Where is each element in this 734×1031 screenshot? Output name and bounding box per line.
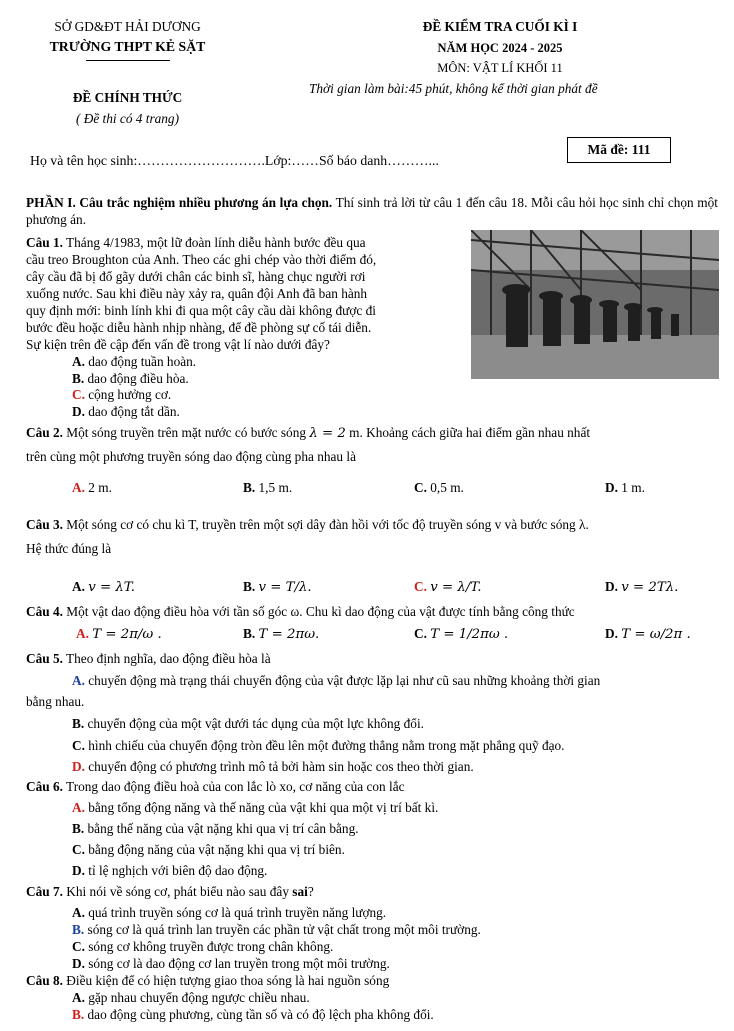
q7-option-d[interactable]: D. sóng cơ là dao động cơ lan truyền trong một môi trường. [72, 956, 390, 971]
q7-label: Câu 7. [26, 884, 63, 899]
q5-option-c[interactable]: C. hình chiếu của chuyển động tròn đều lên một đường thẳng nằm trong mặt phẳng quỹ đạo. [72, 738, 565, 753]
q5-option-a[interactable]: A. chuyển động mà trạng thái chuyển động của vật được lặp lại như cũ sau những khoảng thời gian [72, 673, 601, 688]
q6-option-c[interactable]: C. bằng động năng của vật nặng khi qua vị trí biên. [72, 842, 345, 857]
q3-stem: Câu 3. Một sóng cơ có chu kì T, truyền trên một sợi dây đàn hồi với tốc độ truyền sóng v và bước sóng λ. [26, 517, 589, 532]
header-rule [86, 60, 170, 61]
q2-option-d[interactable]: D. 1 m. [605, 480, 645, 495]
q3-option-a[interactable]: A. v = λT. [72, 579, 135, 595]
time-note: Thời gian làm bài:45 phút, không kể thời gian phát đề [309, 81, 598, 96]
q3-option-c[interactable]: C. v = λ/T. [414, 579, 482, 595]
q7-option-a[interactable]: A. quá trình truyền sóng cơ là quá trình truyền năng lượng. [72, 905, 387, 920]
q3-option-b[interactable]: B. v = T/λ. [243, 579, 312, 595]
q5-stem: Câu 5. Theo định nghĩa, dao động điều hòa là [26, 651, 271, 666]
q4-option-c[interactable]: C. T = 1/2πω . [414, 626, 509, 642]
q6-option-b[interactable]: B. bằng thế năng của vật nặng khi qua vị trí cân bằng. [72, 821, 359, 836]
q1-option-b[interactable]: B. dao động điều hòa. [72, 371, 189, 386]
q8-label: Câu 8. [26, 973, 63, 988]
q2-formula: λ = 2 [309, 426, 346, 441]
q2-option-a[interactable]: A. 2 m. [72, 480, 112, 495]
q6-label: Câu 6. [26, 779, 63, 794]
part1-title: PHẦN I. Câu trắc nghiệm nhiều phương án lựa chọn. [26, 195, 333, 210]
q5-option-a-cont: bằng nhau. [26, 694, 85, 709]
q1-line-4: xuống nước. Sau khi điều này xảy ra, quân đội Anh đã ban hành [26, 286, 368, 301]
q8-option-a[interactable]: A. gặp nhau chuyển động ngược chiều nhau. [72, 990, 310, 1005]
q2-stem-2: trên cùng một phương truyền sóng dao động cùng pha nhau là [26, 449, 356, 464]
q4-option-b[interactable]: B. T = 2πω. [243, 626, 320, 642]
q4-option-a[interactable]: A. T = 2π/ω . [76, 626, 162, 642]
q7-stem: Câu 7. Khi nói về sóng cơ, phát biểu nào sau đây sai? [26, 884, 314, 899]
q5-option-d[interactable]: D. chuyển động có phương trình mô tả bởi hàm sin hoặc cos theo thời gian. [72, 759, 474, 774]
student-info-line: Họ và tên học sinh:……………………….Lớp:……Số báo danh………... [30, 153, 439, 168]
q1-option-d[interactable]: D. dao động tắt dần. [72, 404, 180, 419]
official-label: ĐỀ CHÍNH THỨC [72, 90, 183, 105]
part1-heading [26, 194, 718, 228]
q3-label: Câu 3. [26, 517, 63, 532]
q1-line-6: bước đều hoặc diễu hành nhịp nhàng, để đề phòng sự cố tái diễn. [26, 320, 372, 335]
q2-option-c[interactable]: C. 0,5 m. [414, 480, 464, 495]
q4-option-d[interactable]: D. T = ω/2π . [605, 626, 691, 642]
q1-option-a[interactable]: A. dao động tuần hoàn. [72, 354, 197, 369]
q1-line-1: Câu 1. Tháng 4/1983, một lữ đoàn lính diễu hành bước đều qua [26, 235, 366, 250]
q1-label: Câu 1. [26, 235, 63, 250]
q4-stem: Câu 4. Một vật dao động điều hòa với tần số góc ω. Chu kì dao động của vật được tính bằng công thức [26, 604, 575, 619]
school-year: NĂM HỌC 2024 - 2025 [437, 41, 563, 55]
q2-label: Câu 2. [26, 425, 63, 440]
q1-line-7: Sự kiện trên đề cập đến vấn đề trong vật lí nào dưới đây? [26, 337, 330, 352]
q2-stem: Câu 2. Một sóng truyền trên mặt nước có bước sóng λ = 2 m. Khoảng cách giữa hai điểm gần nhau nhất [26, 425, 591, 441]
q7-option-b[interactable]: B. sóng cơ là quá trình lan truyền các phần tử vật chất trong một môi trường. [72, 922, 481, 937]
q6-stem: Câu 6. Trong dao động điều hoà của con lắc lò xo, cơ năng của con lắc [26, 779, 405, 794]
q2-option-b[interactable]: B. 1,5 m. [243, 480, 293, 495]
q1-line-2: cầu treo Broughton của Anh. Theo các ghi chép vào thời điểm đó, [26, 252, 377, 267]
exam-code-box: Mã đề: 111 [567, 137, 671, 163]
q8-stem: Câu 8. Điều kiện để có hiện tượng giao thoa sóng là hai nguồn sóng [26, 973, 390, 988]
dept-name: SỞ GD&ĐT HẢI DƯƠNG [54, 19, 201, 34]
q6-option-d[interactable]: D. tỉ lệ nghịch với biên độ dao động. [72, 863, 268, 878]
q1-line-5: quy định mới: binh lính khi đi qua một cây cầu dài không được đi [26, 303, 376, 318]
q1-line-3: cây cầu đã bị đổ gãy dưới chân các binh sĩ, hàng chục người rơi [26, 269, 366, 284]
q1-option-c[interactable]: C. cộng hưởng cơ. [72, 387, 172, 402]
part1-instruction: Thí sinh trả lời từ câu 1 đến câu 18. Mỗi câu hỏi học sinh chỉ chọn một phương án. [26, 195, 718, 228]
q6-option-a[interactable]: A. bằng tổng động năng và thế năng của vật khi qua một vị trí bất kì. [72, 800, 439, 815]
subject-line: MÔN: VẬT LÍ KHỐI 11 [437, 61, 563, 75]
school-name: TRƯỜNG THPT KẺ SẶT [49, 39, 206, 54]
q8-option-b[interactable]: B. dao động cùng phương, cùng tần số và có độ lệch pha không đổi. [72, 1007, 434, 1022]
q5-label: Câu 5. [26, 651, 63, 666]
q3-option-d[interactable]: D. v = 2Tλ. [605, 579, 679, 595]
marching-soldiers-bridge-photo [471, 230, 719, 379]
exam-title: ĐỀ KIỂM TRA CUỐI KÌ I [422, 19, 578, 34]
q7-option-c[interactable]: C. sóng cơ không truyền được trong chân không. [72, 939, 334, 954]
q5-option-b[interactable]: B. chuyển động của một vật dưới tác dụng của một lực không đổi. [72, 716, 424, 731]
pages-note: ( Đề thi có 4 trang) [75, 111, 180, 126]
q4-label: Câu 4. [26, 604, 63, 619]
q3-stem-2: Hệ thức đúng là [26, 541, 112, 556]
